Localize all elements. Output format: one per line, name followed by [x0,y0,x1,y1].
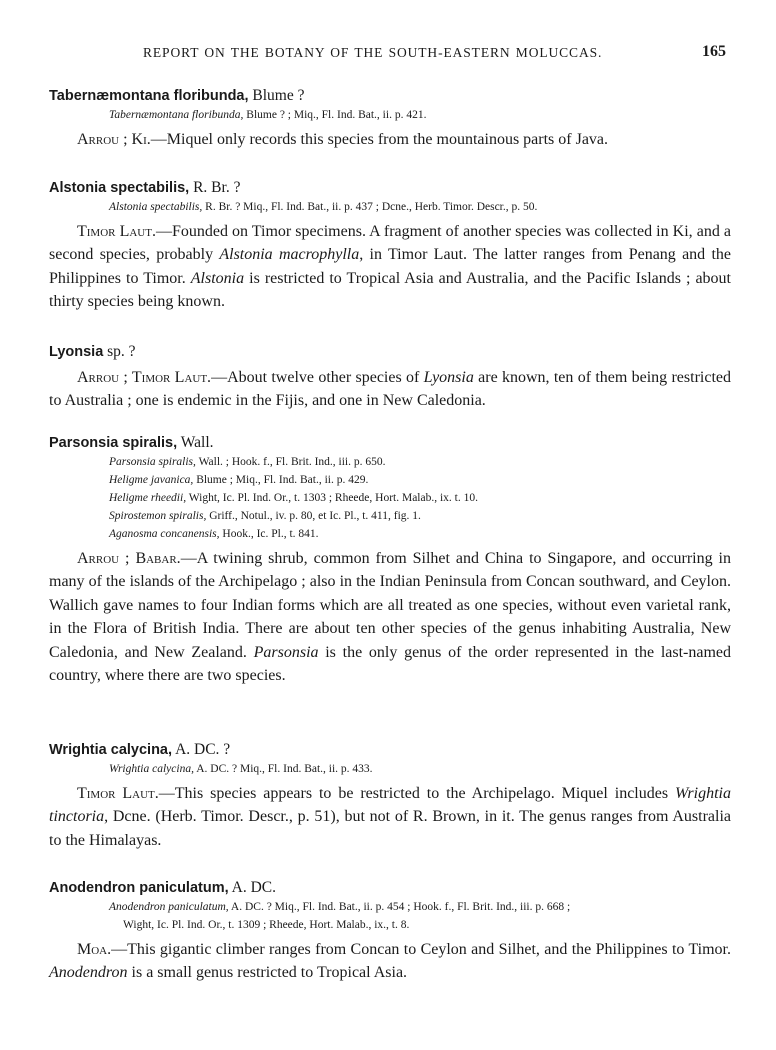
species-description: Moa.—This gigantic climber ranges from Concan to Ceylon and Silhet, and the Philippines to Timor. Anodendron is a small genus restricted to Tropical Asia. [49,941,731,982]
species-heading [49,433,731,453]
species-name: Parsonsia spiralis, [49,435,178,451]
species-description: Timor Laut.—Founded on Timor specimens. A fragment of another species was collected in Ki, and a second species, probably Alstonia macrophylla, in Timor Laut. The latter ranges from Penang and the Philippines to Timor. Alstonia is restricted to Tropical Asia and Australia, and the Pacific Islands ; about thirty species being known. [49,223,731,311]
species-author: A. DC. ? [175,741,231,758]
species-description: Timor Laut.—This species appears to be restricted to the Archipelago. Miquel includes Wrightia tinctoria, Dcne. (Herb. Timor. Descr., p. 51), but not of R. Brown, in it. The genus ranges from Australia to the Himalayas. [49,785,731,849]
species-author: Wall. [180,434,214,451]
species-entry [49,86,731,151]
synonym-list [109,453,731,543]
species-entry [49,342,731,413]
species-description: Arrou ; Babar.—A twining shrub, common from Silhet and China to Singapore, and occurring in many of the islands of the Archipelago ; also in the Indian Peninsula from Concan southward, and Ceylon. Wallich gave names to four Indian forms which are all treated as one species, without even varietal rank, in the Flora of British India. There are about ten other species of the genus inhabiting Australia, New Caledonia, and New Zealand. Parsonsia is the only genus of the order represented in the last-named country, where there are two species. [49,550,732,685]
species-name: Lyonsia [49,344,104,360]
synonym-citation: R. Br. ? Miq., Fl. Ind. Bat., ii. p. 437 ; Dcne., Herb. Timor. Descr., p. 50. [205,201,538,213]
synonym-name: Tabernæmontana floribunda, [109,109,244,121]
synonym-citation: Griff., Notul., iv. p. 80, et Ic. Pl., t. 411, fig. 1. [209,510,421,522]
synonym-citation: Hook., Ic. Pl., t. 841. [222,528,319,540]
locality: Arrou ; Timor Laut. [77,369,212,386]
species-author: A. DC. [231,879,277,896]
synonym-name: Parsonsia spiralis, [109,456,196,468]
species-entry [49,433,731,687]
synonym-name: Heligme rheedii, [109,492,187,504]
synonym-citation: A. DC. ? Miq., Fl. Ind. Bat., ii. p. 454 ; Hook. f., Fl. Brit. Ind., iii. p. 668 ; [230,901,571,913]
synonym-name: Heligme javanica, [109,474,194,486]
species-entry [49,740,731,852]
synonym [109,507,731,525]
synonym-citation: Blume ? ; Miq., Fl. Ind. Bat., ii. p. 421. [246,109,427,121]
synonym [109,106,731,124]
page-header [0,45,776,65]
species-name: Alstonia spectabilis, [49,180,190,196]
synonym-citation: A. DC. ? Miq., Fl. Ind. Bat., ii. p. 433. [196,763,373,775]
synonym [109,898,731,934]
species-author: Blume ? [252,87,305,104]
synonym [109,471,731,489]
species-entry [49,178,731,314]
locality: Arrou ; Ki. [77,131,151,148]
synonym [109,760,731,778]
locality: Timor Laut. [77,223,156,240]
species-heading [49,178,731,198]
synonym-citation: Blume ; Miq., Fl. Ind. Bat., ii. p. 429. [196,474,369,486]
species-author: R. Br. ? [193,179,241,196]
species-heading [49,86,731,106]
species-description: Arrou ; Timor Laut.—About twelve other species of Lyonsia are known, ten of them being restricted to Australia ; one is endemic in the Fijis, and one in New Caledonia. [49,369,731,410]
species-heading [49,740,731,760]
synonym-name: Anodendron paniculatum, [109,901,229,913]
species-description: Arrou ; Ki.—Miquel only records this species from the mountainous parts of Java. [77,131,609,148]
species-author: sp. ? [107,343,136,360]
synonym-name: Spirostemon spiralis, [109,510,207,522]
synonym-name: Alstonia spectabilis, [109,201,203,213]
species-heading [49,878,731,898]
species-heading [49,342,731,362]
synonym-citation: Wall. ; Hook. f., Fl. Brit. Ind., iii. p. 650. [198,456,386,468]
synonym-citation-continued: Wight, Ic. Pl. Ind. Or., t. 1309 ; Rheede, Hort. Malab., ix., t. 8. [123,919,410,931]
synonym [109,489,731,507]
species-name: Tabernæmontana floribunda, [49,88,249,104]
locality: Timor Laut. [77,785,159,802]
synonym-name: Aganosma concanensis, [109,528,220,540]
synonym-name: Wrightia calycina, [109,763,194,775]
running-title: REPORT ON THE BOTANY OF THE SOUTH-EASTERN MOLUCCAS. [143,45,603,60]
page-number: 165 [702,43,726,60]
synonym [109,453,731,471]
synonym-citation: Wight, Ic. Pl. Ind. Or., t. 1303 ; Rheede, Hort. Malab., ix. t. 10. [188,492,478,504]
locality: Arrou ; Babar. [77,550,181,567]
synonym [109,198,731,216]
species-entry [49,878,731,985]
locality: Moa. [77,941,112,958]
species-name: Anodendron paniculatum, [49,880,229,896]
synonym [109,525,731,543]
species-name: Wrightia calycina, [49,742,173,758]
